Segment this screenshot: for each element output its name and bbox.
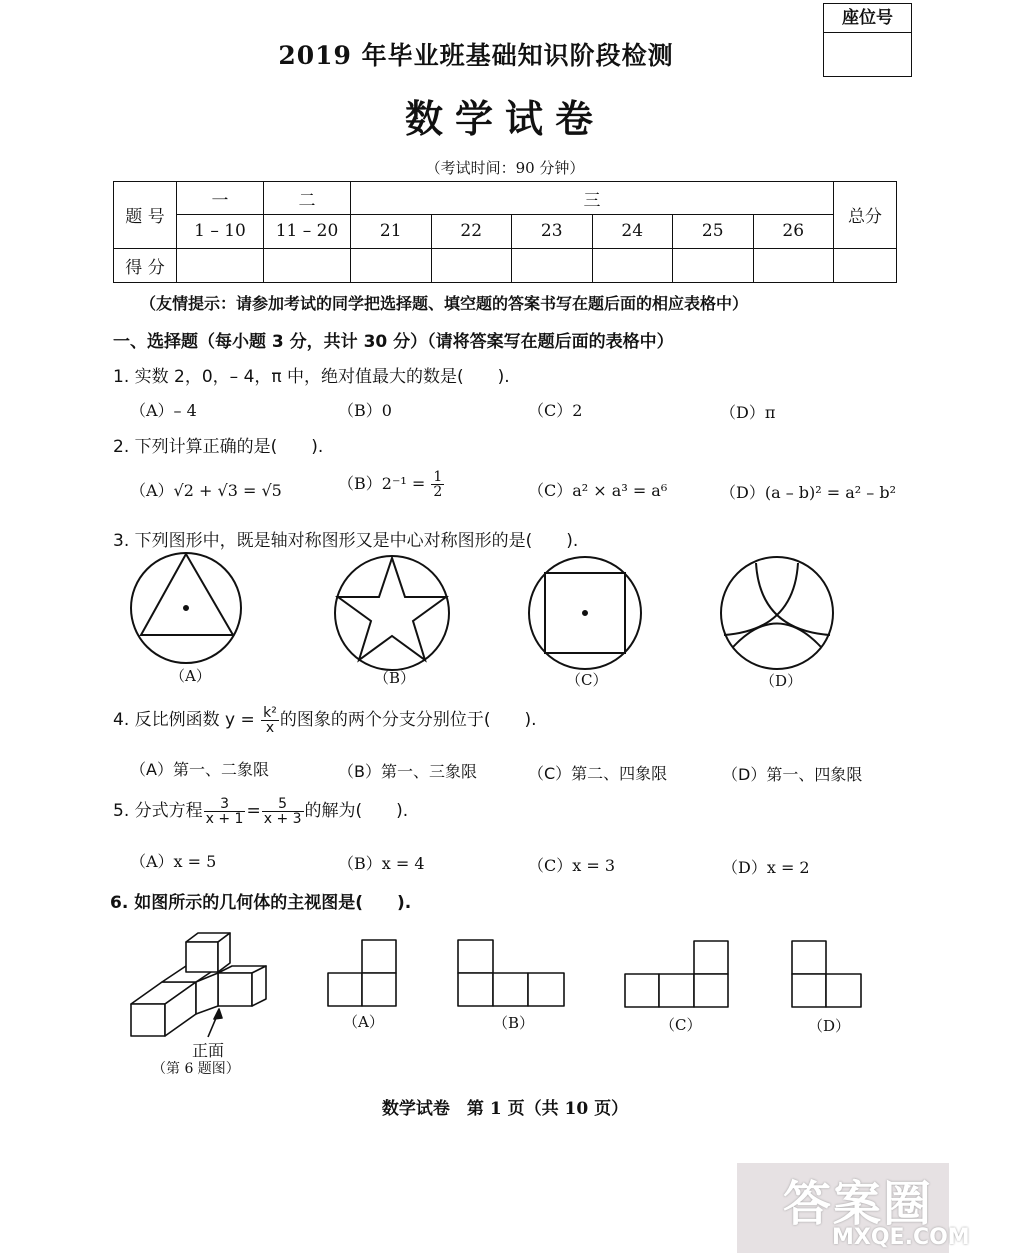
q4-option-c: （C）第二、四象限 (528, 764, 668, 783)
section-1-header: 一 (177, 182, 264, 215)
q3-figure-c (529, 557, 641, 669)
fraction-numerator: 5 (262, 797, 304, 812)
seat-number-label: 座位号 (824, 4, 911, 33)
q2-option-a: （A）√2 + √3 = √5 (130, 481, 282, 500)
q4-stem-suffix: 的图象的两个分支分别位于( ). (279, 710, 537, 730)
watermark-main: 答案圈 (783, 1176, 934, 1232)
total-header: 总分 (834, 182, 897, 249)
score-cell[interactable] (753, 248, 834, 282)
q5-fraction-right (262, 797, 304, 826)
question-number-header: 题 号 (114, 182, 177, 249)
q3-caption-d: （D） (760, 672, 803, 690)
watermark-sub: MXQE.COM (832, 1225, 970, 1250)
score-cell[interactable] (177, 248, 264, 282)
score-row-header: 得 分 (114, 248, 177, 282)
q5-option-b: （B）x = 4 (338, 854, 425, 873)
q3-figure-b (335, 556, 449, 670)
score-cell[interactable] (673, 248, 754, 282)
q4-option-d: （D）第一、四象限 (722, 765, 863, 784)
q3-caption-a: （A） (170, 667, 211, 685)
score-cell[interactable] (264, 248, 351, 282)
fraction-denominator: x + 3 (263, 810, 302, 827)
exam-title: 2019 年毕业班基础知识阶段检测 (278, 41, 674, 70)
q4-fraction (261, 706, 279, 735)
item-cell: 24 (592, 215, 673, 248)
q2-option-c: （C）a² × a³ = a⁶ (528, 481, 668, 500)
q4-option-a: （A）第一、二象限 (130, 760, 269, 779)
section-3-header: 三 (351, 182, 834, 215)
fraction-denominator: 2 (433, 484, 443, 500)
q6-option-b-figure (458, 940, 564, 1006)
q6-caption-c: （C） (660, 1016, 702, 1034)
q2-option-b (338, 470, 445, 499)
score-cell[interactable] (351, 248, 432, 282)
question-6-stem: 6. 如图所示的几何体的主视图是( ). (110, 893, 412, 913)
q3-figure-a (131, 553, 241, 663)
fraction-numerator: k² (263, 704, 277, 721)
front-arrow-icon (208, 1009, 222, 1037)
q6-option-d-figure (792, 941, 861, 1007)
item-cell: 1 – 10 (177, 215, 264, 248)
q6-option-c-figure (625, 941, 728, 1007)
fraction-denominator: x + 1 (205, 810, 244, 827)
q4-stem-prefix: 4. 反比例函数 y = (113, 710, 261, 730)
item-cell: 22 (431, 215, 512, 248)
item-cell: 11 – 20 (264, 215, 351, 248)
q2-option-b-text: （B）2⁻¹ = (338, 474, 431, 493)
front-label: 正面 (192, 1041, 225, 1060)
q1-option-a: （A）– 4 (130, 401, 197, 420)
question-4-stem (113, 705, 537, 735)
q5-stem-suffix: 的解为( ). (304, 801, 409, 821)
score-cell[interactable] (431, 248, 512, 282)
q5-fraction-left (204, 797, 246, 826)
score-table (113, 181, 897, 283)
q6-caption-d: （D） (808, 1017, 851, 1035)
fraction-numerator: 1 (433, 469, 443, 485)
q5-option-c: （C）x = 3 (528, 856, 616, 875)
item-cell: 26 (753, 215, 834, 248)
question-2-stem: 2. 下列计算正确的是( ). (113, 437, 324, 457)
exam-time: （考试时间：90 分钟） (425, 159, 585, 177)
q1-option-c: （C）2 (528, 401, 583, 420)
question-5-stem (113, 796, 408, 826)
item-cell: 23 (512, 215, 593, 248)
total-score-cell[interactable] (834, 248, 897, 282)
q3-caption-b: （B） (374, 669, 416, 687)
item-cell: 25 (673, 215, 754, 248)
q5-stem-prefix: 5. 分式方程 (113, 801, 203, 821)
section-1-title: 一、选择题（每小题 3 分，共计 30 分）（请将答案写在题后面的表格中） (113, 332, 674, 352)
question-1-stem: 1. 实数 2，0，– 4，π 中，绝对值最大的数是( ). (113, 367, 510, 387)
q5-option-d: （D）x = 2 (722, 858, 810, 877)
q3-caption-c: （C） (566, 671, 608, 689)
q1-option-b: （B）0 (338, 401, 392, 420)
watermark (737, 1163, 970, 1253)
q3-figures (0, 555, 952, 695)
q4-option-b: （B）第一、三象限 (338, 762, 477, 781)
fraction-denominator: x (265, 719, 275, 736)
q1-option-d: （D）π (720, 403, 776, 422)
friendly-hint: （友情提示：请参加考试的同学把选择题、填空题的答案书写在题后面的相应表格中） (140, 294, 749, 313)
q6-figure-caption: （第 6 题图） (152, 1061, 240, 1077)
q5-option-a: （A）x = 5 (130, 852, 217, 871)
q5-equals: = (246, 801, 261, 821)
q6-caption-a: （A） (343, 1013, 384, 1031)
q6-option-a-figure (328, 940, 396, 1006)
question-3-stem: 3. 下列图形中，既是轴对称图形又是中心对称图形的是( ). (113, 531, 579, 551)
q3-figure-d (721, 557, 833, 669)
score-cell[interactable] (592, 248, 673, 282)
q2-option-d: （D）(a – b)² = a² – b² (720, 483, 897, 502)
score-cell[interactable] (512, 248, 593, 282)
item-cell: 21 (351, 215, 432, 248)
q6-caption-b: （B） (493, 1014, 535, 1032)
q6-solid-figure (131, 933, 266, 1036)
fraction-numerator: 3 (204, 797, 246, 812)
subject-title: 数学试卷 (404, 97, 605, 141)
page-footer: 数学试卷 第 1 页（共 10 页） (381, 1099, 629, 1119)
section-2-header: 二 (264, 182, 351, 215)
q2-option-b-fraction (431, 470, 444, 499)
